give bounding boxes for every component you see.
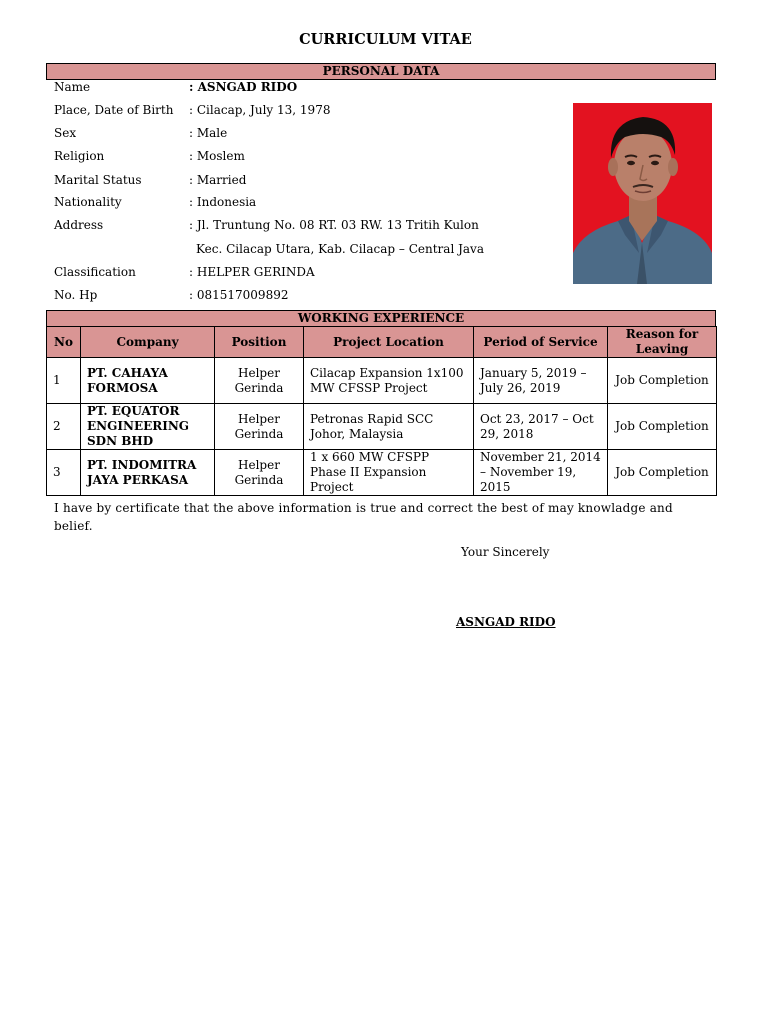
column-header: Project Location <box>304 327 474 358</box>
cell-position: Helper Gerinda <box>215 358 304 404</box>
field-marital-status <box>54 171 554 189</box>
column-header: Reason for Leaving <box>608 327 717 358</box>
field-address <box>54 216 554 234</box>
cell-position: Helper Gerinda <box>215 404 304 450</box>
field-value: : Indonesia <box>189 195 257 209</box>
cell-location: Cilacap Expansion 1x100 MW CFSSP Project <box>304 358 474 404</box>
column-header: Company <box>81 327 215 358</box>
cell-reason: Job Completion <box>608 358 717 404</box>
field-value: : Married <box>189 173 247 187</box>
field-nationality <box>54 193 554 211</box>
document-title: CURRICULUM VITAE <box>299 31 472 48</box>
table-row <box>47 404 717 450</box>
cell-position: Helper Gerinda <box>215 450 304 496</box>
cell-no: 3 <box>47 450 81 496</box>
cell-period: November 21, 2014 – November 19, 2015 <box>474 450 608 496</box>
cell-period: January 5, 2019 – July 26, 2019 <box>474 358 608 404</box>
certification-statement: I have by certificate that the above information is true and correct the best of may knowladge and belief. <box>54 501 673 533</box>
field-classification <box>54 263 554 281</box>
field-value: Kec. Cilacap Utara, Kab. Cilacap – Central Java <box>196 242 484 256</box>
cell-reason: Job Completion <box>608 404 717 450</box>
cell-no: 2 <box>47 404 81 450</box>
cell-location: Petronas Rapid SCC Johor, Malaysia <box>304 404 474 450</box>
experience-table <box>46 326 717 496</box>
field-label: Name <box>54 80 91 94</box>
field-value: : Cilacap, July 13, 1978 <box>189 103 331 117</box>
field-birth <box>54 101 554 119</box>
field-label: Nationality <box>54 195 122 209</box>
field-label: No. Hp <box>54 288 98 302</box>
column-header: No <box>47 327 81 358</box>
table-row <box>47 358 717 404</box>
field-value: : Male <box>189 126 228 140</box>
cell-company: PT. EQUATOR ENGINEERING SDN BHD <box>81 404 215 450</box>
field-label: Place, Date of Birth <box>54 103 174 117</box>
field-name <box>54 78 554 96</box>
personal-data-header: PERSONAL DATA <box>46 63 716 80</box>
field-value: : 081517009892 <box>189 288 289 302</box>
cell-location: 1 x 660 MW CFSPP Phase II Expansion Project <box>304 450 474 496</box>
profile-photo <box>573 103 712 284</box>
column-header: Position <box>215 327 304 358</box>
field-label: Address <box>54 218 104 232</box>
field-value: : Moslem <box>189 149 245 163</box>
field-value: : Jl. Truntung No. 08 RT. 03 RW. 13 Tritih Kulon <box>189 218 479 232</box>
field-sex <box>54 124 554 142</box>
working-experience-header: WORKING EXPERIENCE <box>46 310 716 327</box>
field-value: : ASNGAD RIDO <box>189 80 298 94</box>
cell-company: PT. INDOMITRA JAYA PERKASA <box>81 450 215 496</box>
field-label: Classification <box>54 265 136 279</box>
field-religion <box>54 147 554 165</box>
field-label: Religion <box>54 149 105 163</box>
field-phone <box>54 286 554 304</box>
field-label: Marital Status <box>54 173 142 187</box>
cell-period: Oct 23, 2017 – Oct 29, 2018 <box>474 404 608 450</box>
field-address-line2 <box>54 240 554 258</box>
closing-text: Your Sincerely <box>461 545 550 559</box>
signature-name: ASNGAD RIDO <box>456 615 556 629</box>
column-header: Period of Service <box>474 327 608 358</box>
field-label: Sex <box>54 126 77 140</box>
table-header-row <box>47 327 717 358</box>
cell-no: 1 <box>47 358 81 404</box>
cell-company: PT. CAHAYA FORMOSA <box>81 358 215 404</box>
field-value: : HELPER GERINDA <box>189 265 315 279</box>
cell-reason: Job Completion <box>608 450 717 496</box>
table-row <box>47 450 717 496</box>
